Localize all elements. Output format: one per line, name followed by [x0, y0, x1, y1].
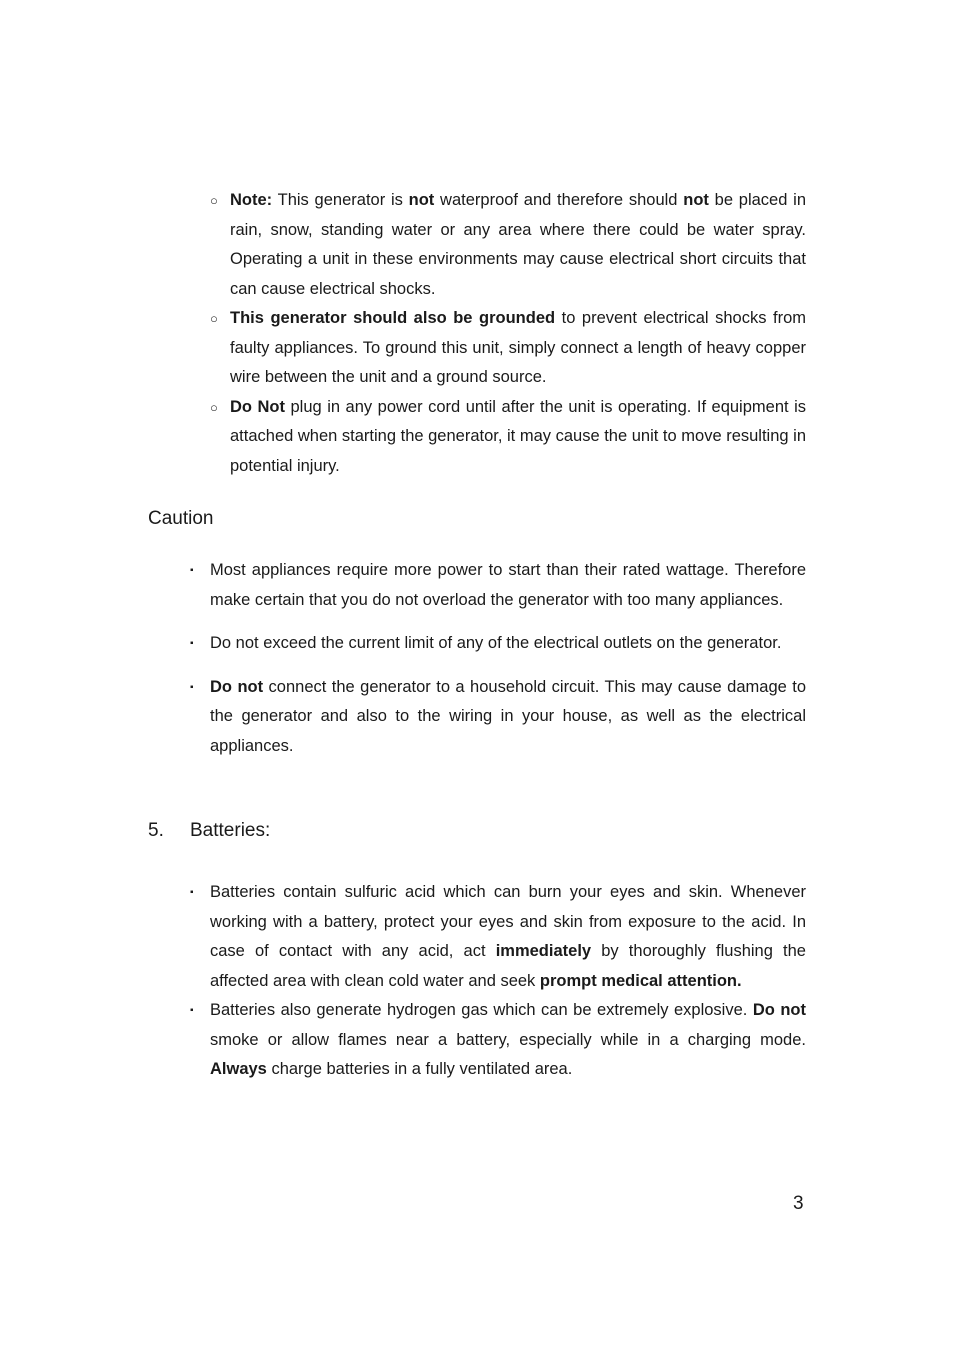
- bold-text: prompt medical attention.: [539, 971, 742, 990]
- section-title: Batteries:: [190, 820, 271, 841]
- bullet-icon: ○: [210, 399, 218, 415]
- bold-text: immediately: [495, 942, 592, 960]
- bold-text: Do not: [752, 1001, 806, 1019]
- bullet-icon: ▪: [190, 887, 194, 898]
- list-item: [190, 673, 806, 762]
- list-item: [210, 393, 807, 482]
- text-run: plug in any power cord until after the unit is operating. If equipment is attached when starting the generator, it may cause the unit to move resulting in potential injury.: [230, 397, 807, 475]
- bullet-icon: ▪: [190, 638, 194, 649]
- text-run: waterproof and therefore should: [434, 191, 684, 209]
- text-run: connect the generator to a household circuit. This may cause damage to the generator and also to the wiring in your house, as well as the electrical appliances.: [210, 677, 806, 755]
- caution-list: [190, 556, 806, 775]
- bullet-icon: ▪: [190, 681, 194, 693]
- list-item: [210, 304, 806, 393]
- text-run: Batteries contain sulfuric acid which can burn your eyes and skin. Whenever working with a battery, protect your eyes and skin from exposure to the acid. In case of contact with any acid, act: [210, 883, 806, 960]
- notes-list: [210, 186, 807, 481]
- bullet-icon: ▪: [190, 565, 194, 576]
- text-run: This generator is: [272, 191, 409, 209]
- list-item: [210, 186, 806, 304]
- list-item: [190, 878, 806, 996]
- text-run: by thoroughly flushing the affected area with clean cold water and seek: [210, 942, 806, 990]
- caution-heading: Caution: [148, 508, 214, 529]
- bold-text: Do not: [210, 677, 264, 696]
- text-run: smoke or allow flames near a battery, especially while in a charging mode.: [210, 1030, 806, 1049]
- bold-text: Note:: [230, 191, 273, 209]
- text-run: Batteries also generate hydrogen gas which can be extremely explosive.: [210, 1001, 753, 1019]
- text-run: charge batteries in a fully ventilated area.: [266, 1060, 573, 1078]
- bold-text: not: [683, 191, 709, 209]
- bold-text: Do Not: [230, 397, 285, 416]
- bullet-icon: ○: [210, 193, 218, 208]
- text-run: be placed in rain, snow, standing water or any area where there could be water spray. Operating a unit in these environments may cause electrical short circuits that can cause electrical shocks.: [230, 191, 806, 298]
- bold-text: Always: [210, 1060, 267, 1078]
- bullet-icon: ▪: [190, 1005, 194, 1016]
- bold-text: not: [408, 191, 435, 209]
- list-item: [190, 556, 806, 615]
- batteries-list: [190, 878, 806, 1085]
- text-run: Most appliances require more power to start than their rated wattage. Therefore make certain that you do not overload the generator with too many appliances.: [210, 561, 806, 609]
- list-item: [190, 996, 806, 1085]
- bullet-icon: ○: [210, 311, 218, 326]
- page-number: 3: [793, 1193, 804, 1214]
- section-number: 5.: [148, 820, 164, 841]
- list-item: [190, 629, 840, 659]
- text-run: Do not exceed the current limit of any of the electrical outlets on the generator.: [210, 634, 782, 652]
- bold-text: This generator should also be grounded: [230, 309, 556, 327]
- text-run: to prevent electrical shocks from faulty appliances. To ground this unit, simply connect a length of heavy copper wire between the unit and a ground source.: [230, 309, 806, 386]
